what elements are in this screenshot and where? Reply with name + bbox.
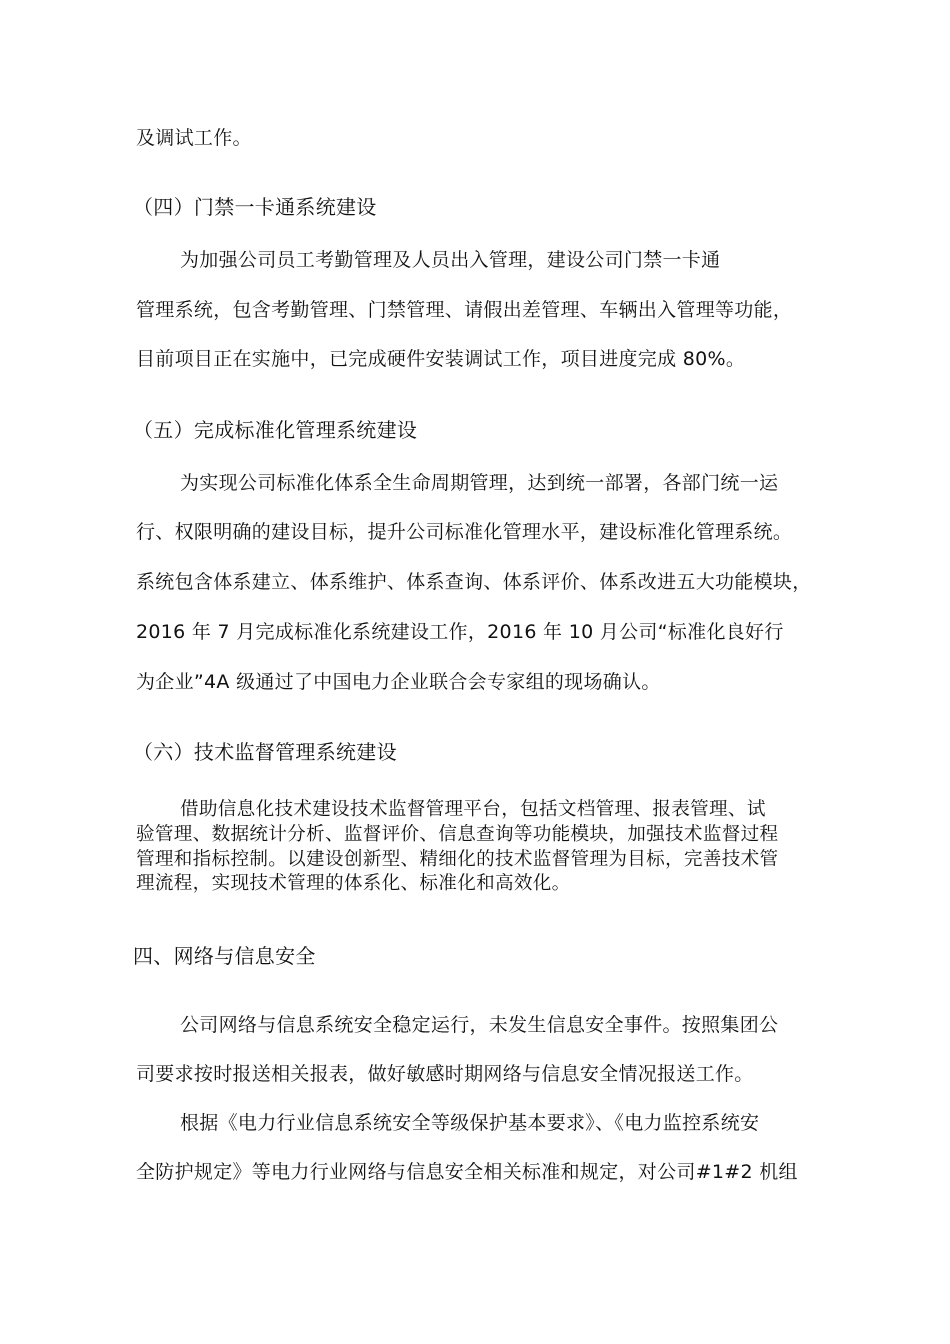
paragraph-line: 为企业”4A 级通过了中国电力企业联合会专家组的现场确认。 — [136, 671, 661, 693]
section-heading: （四）门禁一卡通系统建设 — [133, 195, 377, 219]
paragraph-line: 及调试工作。 — [136, 127, 252, 149]
paragraph-line: 管理和指标控制。以建设创新型、精细化的技术监督管理为目标，完善技术管 — [136, 849, 779, 870]
section-heading: 四、网络与信息安全 — [133, 944, 316, 968]
paragraph-line: 为加强公司员工考勤管理及人员出入管理，建设公司门禁一卡通 — [180, 249, 721, 271]
paragraph-line: 系统包含体系建立、体系维护、体系查询、体系评价、体系改进五大功能模块， — [136, 571, 812, 593]
paragraph-line: 2016 年 7 月完成标准化系统建设工作，2016 年 10 月公司“标准化良好行 — [136, 621, 784, 643]
paragraph-line: 管理系统，包含考勤管理、门禁管理、请假出差管理、车辆出入管理等功能， — [136, 299, 793, 321]
paragraph-line: 为实现公司标准化体系全生命周期管理，达到统一部署，各部门统一运 — [180, 472, 779, 494]
paragraph-line: 司要求按时报送相关报表，做好敏感时期网络与信息安全情况报送工作。 — [136, 1063, 754, 1085]
paragraph-line: 验管理、数据统计分析、监督评价、信息查询等功能模块，加强技术监督过程 — [136, 824, 779, 845]
section-heading: （六）技术监督管理系统建设 — [133, 740, 397, 764]
paragraph-line: 目前项目正在实施中，已完成硬件安装调试工作，项目进度完成 80%。 — [136, 348, 746, 370]
paragraph-line: 理流程，实现技术管理的体系化、标准化和高效化。 — [136, 873, 571, 894]
paragraph-line: 根据《电力行业信息系统安全等级保护基本要求》、《电力监控系统安 — [180, 1112, 760, 1134]
paragraph-line: 公司网络与信息系统安全稳定运行，未发生信息安全事件。按照集团公 — [180, 1014, 779, 1036]
paragraph-line: 行、权限明确的建设目标，提升公司标准化管理水平，建设标准化管理系统。 — [136, 521, 793, 543]
section-heading: （五）完成标准化管理系统建设 — [133, 418, 418, 442]
paragraph-line: 借助信息化技术建设技术监督管理平台，包括文档管理、报表管理、试 — [180, 799, 766, 820]
paragraph-line: 全防护规定》等电力行业网络与信息安全相关标准和规定，对公司#1#2 机组 — [136, 1161, 798, 1183]
